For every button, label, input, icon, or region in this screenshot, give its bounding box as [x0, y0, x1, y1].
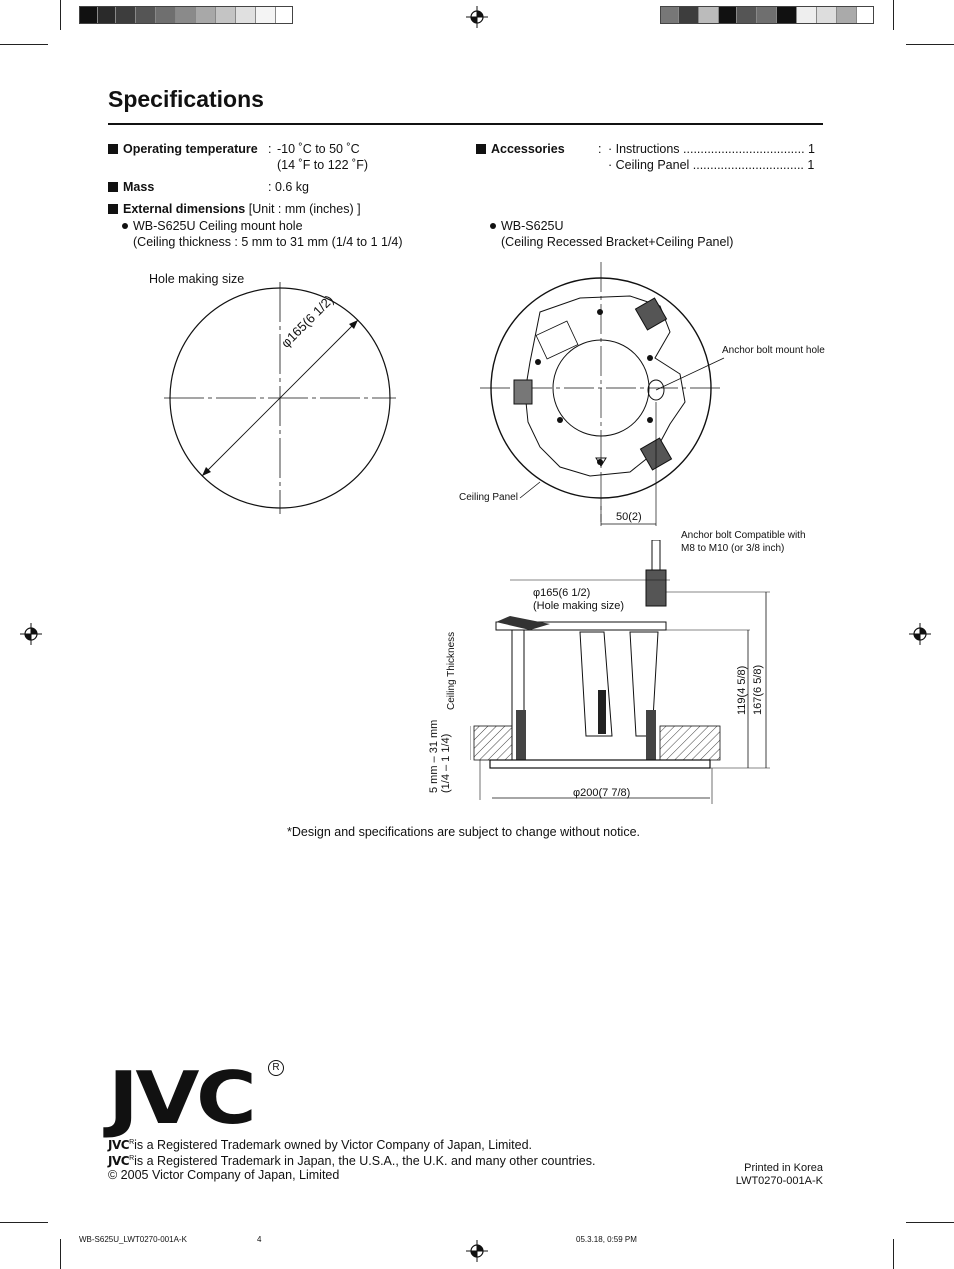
bullet-dot-icon [490, 223, 496, 229]
spec-label: External dimensions [123, 202, 246, 216]
registration-mark-icon [466, 6, 488, 28]
title-rule [108, 123, 823, 125]
spec-external-dimensions [108, 201, 361, 217]
list-item: WB-S625U Ceiling mount hole [133, 219, 303, 233]
bullet-square-icon [108, 204, 118, 214]
color-bar-left [79, 6, 293, 24]
accessory-item: · Ceiling Panel ................................ 1 [608, 158, 815, 172]
page-title: Specifications [108, 86, 264, 112]
spec-colon: : [268, 142, 272, 156]
color-bar-right [660, 6, 874, 24]
spec-label: Accessories [491, 142, 565, 156]
jvc-logo: JVC [108, 1056, 254, 1140]
list-item: WB-S625U [501, 219, 564, 233]
trademark-text: is a Registered Trademark owned by Victor Company of Japan, Limited. [134, 1138, 533, 1153]
hole-making-diagram [160, 280, 400, 520]
crop-mark [906, 1222, 954, 1223]
bullet-dot-icon [122, 223, 128, 229]
model-item [490, 218, 564, 234]
registration-mark-icon [466, 1240, 488, 1262]
anchor-mount-hole-label: Anchor bolt mount hole [722, 345, 825, 356]
registered-mark-icon: R [268, 1060, 284, 1076]
spec-colon: : [598, 142, 602, 156]
side-hole-label: (Hole making size) [533, 600, 625, 612]
spec-label: Mass [123, 180, 155, 194]
hole-making-size-label: Hole making size [149, 272, 245, 286]
crop-mark [0, 44, 48, 45]
thickness-mm-label: 5 mm – 31 mm [428, 719, 440, 793]
slug-filename: WB-S625U_LWT0270-001A-K [79, 1235, 187, 1244]
accessory-item: · Instructions ................................... 1 [608, 142, 816, 156]
document-code: LWT0270-001A-K [735, 1175, 823, 1187]
ceiling-thickness-label: Ceiling Thickness [446, 631, 457, 710]
bullet-square-icon [476, 144, 486, 154]
crop-mark [906, 44, 954, 45]
notice-text: *Design and specifications are subject to change without notice. [287, 825, 640, 839]
crop-mark [893, 0, 894, 30]
bullet-square-icon [108, 144, 118, 154]
spec-label: Operating temperature [123, 142, 258, 156]
jvc-mini-logo: JVC [108, 1154, 130, 1169]
dim-119-label: 119(4 5/8) [736, 665, 748, 715]
spec-value: -10 ˚C to 50 ˚C [277, 142, 360, 156]
bullet-square-icon [108, 182, 118, 192]
slug-date: 05.3.18, 0:59 PM [576, 1235, 637, 1244]
side-hole-label: φ165(6 1/2) [533, 587, 591, 599]
spec-value: : 0.6 kg [268, 180, 309, 194]
registration-mark-icon [909, 623, 931, 645]
crop-mark [0, 1222, 48, 1223]
crop-mark [60, 1239, 61, 1269]
printed-in-label: Printed in Korea [744, 1162, 823, 1174]
trademark-text: is a Registered Trademark in Japan, the U.S.A., the U.K. and many other countries. [134, 1154, 596, 1169]
ceiling-hole-item [122, 218, 303, 234]
side-view-diagram [470, 540, 770, 810]
spec-accessories [476, 141, 565, 157]
spec-unit: [Unit : mm (inches) ] [248, 202, 361, 216]
dim-50-label: 50(2) [616, 511, 642, 523]
registered-mark: R [129, 1155, 135, 1162]
spec-value: (14 ˚F to 122 ˚F) [277, 158, 368, 172]
crop-mark [60, 0, 61, 30]
copyright-text: © 2005 Victor Company of Japan, Limited [108, 1168, 340, 1182]
dim-200-label: φ200(7 7/8) [573, 787, 631, 799]
registration-mark-icon [20, 623, 42, 645]
thickness-in-label: (1/4 – 1 1/4) [440, 733, 452, 793]
model-desc: (Ceiling Recessed Bracket+Ceiling Panel) [501, 235, 734, 249]
ceiling-thickness: (Ceiling thickness : 5 mm to 31 mm (1/4 to 1 1/4) [133, 235, 403, 249]
spec-mass [108, 179, 154, 195]
spec-operating-temperature [108, 141, 258, 157]
anchor-compat-label: Anchor bolt Compatible with [681, 530, 806, 541]
slug-page: 4 [257, 1235, 262, 1244]
jvc-mini-logo: JVC [108, 1138, 130, 1153]
anchor-compat-label: M8 to M10 (or 3/8 inch) [681, 543, 785, 554]
hole-dimension-label: φ165(6 1/2) [278, 292, 337, 351]
registered-mark: R [129, 1139, 135, 1146]
dim-167-label: 167(6 5/8) [752, 664, 764, 715]
crop-mark [893, 1239, 894, 1269]
ceiling-panel-label: Ceiling Panel [459, 492, 518, 503]
